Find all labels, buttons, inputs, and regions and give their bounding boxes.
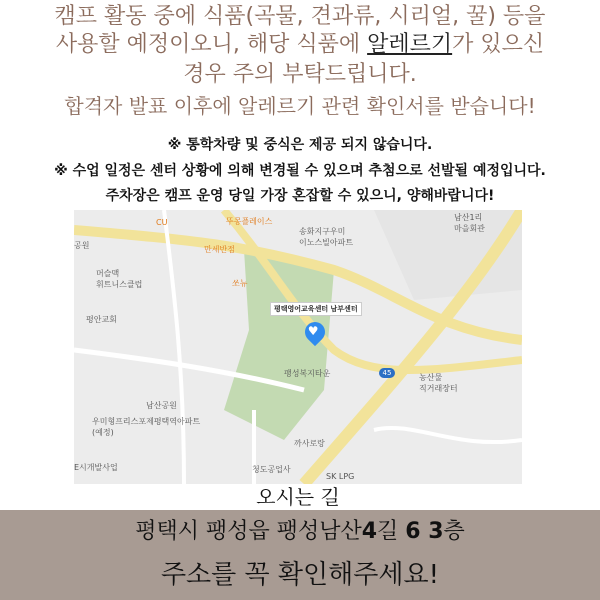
allergy-keyword: 알레르기	[367, 32, 453, 57]
directions-title: 오시는 길	[74, 484, 522, 510]
map-label-manse: 만세반점	[204, 245, 235, 254]
map-label-namsan-maeul: 남산1리 마을회관	[454, 213, 485, 233]
bold-notice-3: 주차장은 캠프 운영 당일 가장 혼잡할 수 있으니, 양해바랍니다!	[105, 188, 495, 204]
map-label-myeoseul: 머슬맥 휘트니스클럽	[96, 269, 143, 289]
address-part-1: 평택시 팽성읍 팽성남산	[135, 519, 362, 544]
road-number-badge: 45	[379, 368, 395, 378]
notice-line-4: 합격자 발표 이후에 알레르기 관련 확인서를 받습니다!	[64, 94, 536, 118]
address-part-3: 층	[443, 519, 465, 544]
notice-line-3: 경우 주의 부탁드립니다.	[183, 62, 417, 87]
map-label-namsan-park: 남산공원	[146, 401, 177, 410]
notice-line-1: 캠프 활동 중에 식품(곡물, 견과류, 시리얼, 꿀) 등을	[54, 4, 546, 29]
map-label-kkasa: 까사로랑	[294, 439, 325, 448]
address-bold-1: 4	[361, 519, 378, 544]
map-label-songhwa: 송화지구우미 이노스빌아파트	[299, 227, 354, 247]
notice-line-2-after: 가 있으신	[452, 32, 545, 57]
address-line	[0, 518, 600, 546]
address-part-2: 길	[377, 519, 406, 544]
map-label-ssonu: 쏘뉴	[232, 279, 248, 288]
bold-notice-1: ※ 통학차량 및 중식은 제공 되지 않습니다.	[167, 137, 433, 153]
map-label-nongsanmul: 농산물 직거래장터	[419, 373, 458, 393]
notice-line-2-before: 사용할 예정이오니, 해당 식품에	[55, 32, 368, 57]
map-label-sklpg: SK LPG	[326, 472, 355, 481]
map-label-town: 팽성복지타운	[284, 369, 331, 378]
map-label-sigye: E시개발사업	[74, 463, 118, 472]
map-label-center: 평택영어교육센터 남부센터	[270, 302, 362, 316]
address-bold-2: 6 3	[405, 519, 444, 544]
map-label-cu: CU	[156, 218, 168, 227]
confirm-address-text: 주소를 꼭 확인해주세요!	[160, 560, 440, 590]
location-map[interactable]	[74, 210, 522, 484]
map-label-gongwon: 공원	[74, 241, 90, 250]
map-label-pyeongan: 평안교회	[86, 315, 117, 324]
notice-section	[0, 0, 600, 210]
bold-notice-2: ※ 수업 일정은 센터 상황에 의해 변경될 수 있으며 추첨으로 선발될 예정입니다.	[54, 163, 546, 179]
address-section	[0, 510, 600, 600]
map-label-cheongdo: 청도공업사	[252, 465, 291, 474]
map-label-umi: 우미형프리스포제평택역아파트 (예정)	[92, 417, 201, 437]
map-label-tupeul: 뚜몽플레이스	[226, 217, 273, 226]
notice-line-2	[0, 32, 600, 58]
